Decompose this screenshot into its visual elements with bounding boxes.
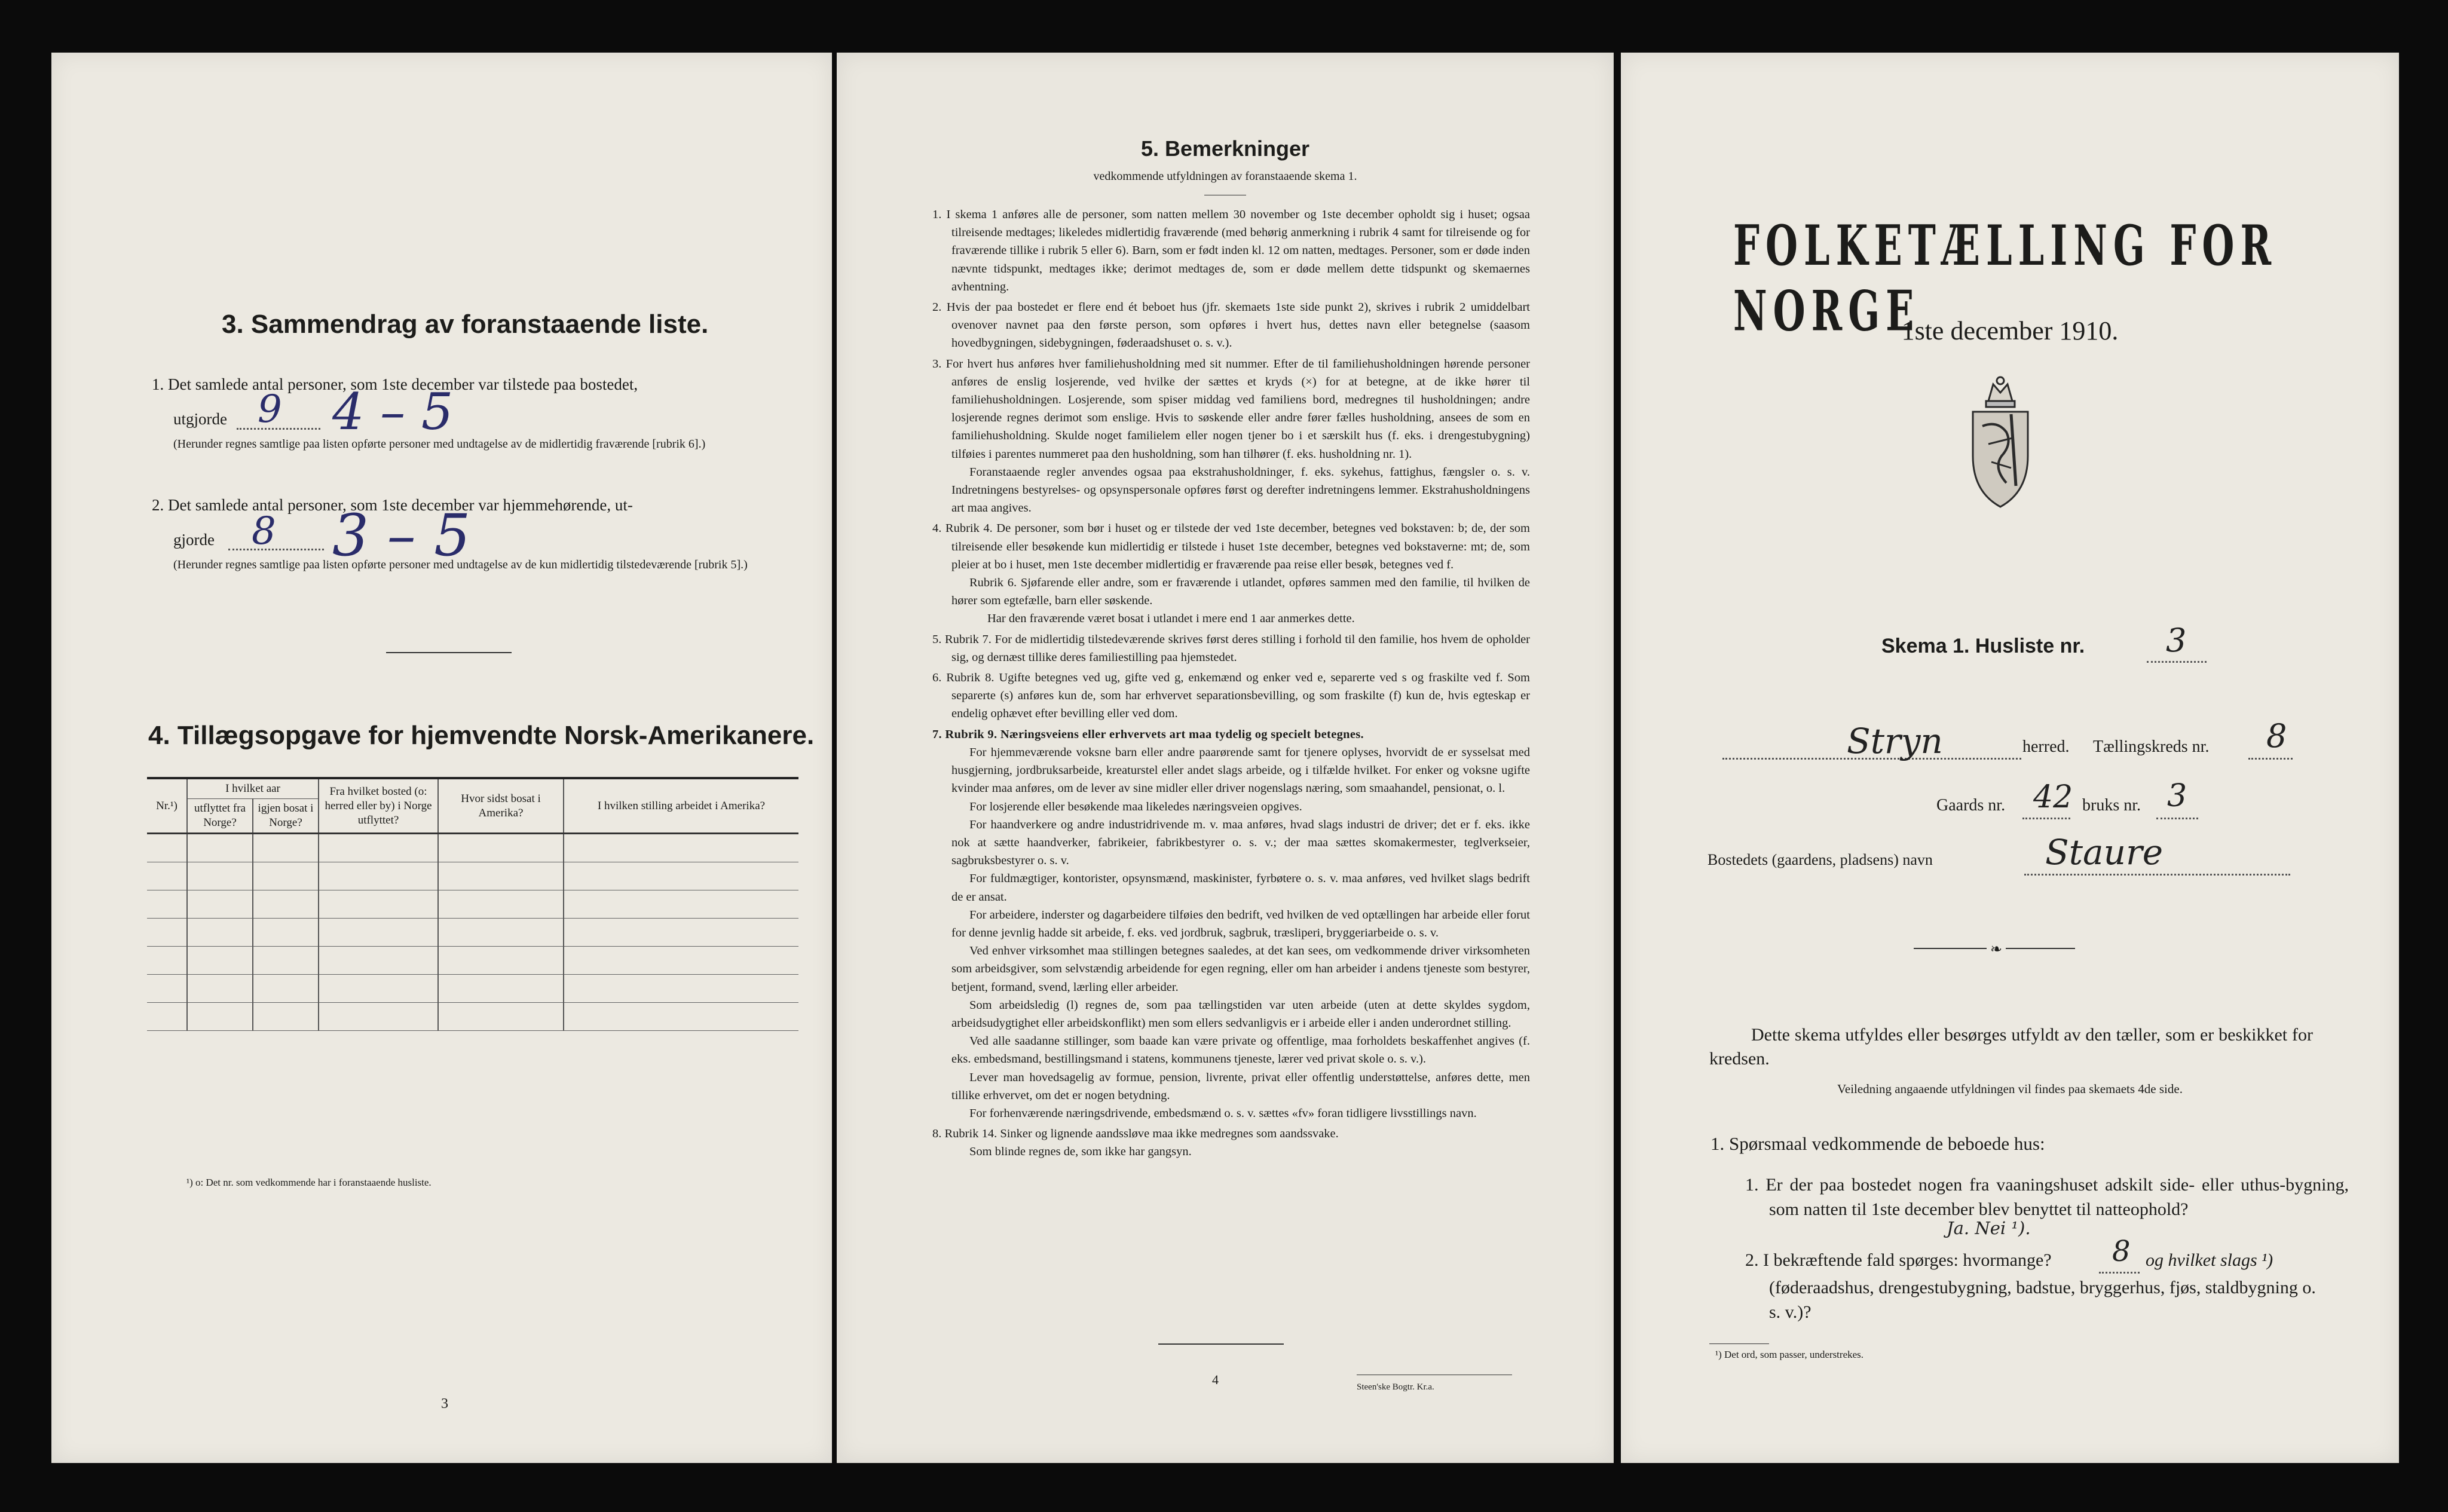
norsk-amerikanere-table [147, 777, 798, 1031]
present-count-handwritten: 9 [258, 387, 282, 431]
table-cell [187, 947, 253, 975]
section-4-title: 4. Tillægsopgave for hjemvendte Norsk-Amerikanere. [148, 721, 815, 750]
table-cell [187, 862, 253, 890]
table-cell [564, 1003, 798, 1031]
table-cell [147, 834, 187, 862]
remark-paragraph: For hjemmeværende voksne barn eller andre paarørende samt for tjenere oplyses, hvorvidt de er sysselsat med husgjerning, jordbruksarbeide, kreaturstel eller andet slags arbeide, og i tilfælde hvilket. For enker og voksne ugifte kvinder maa anføres, om de lever av sine midler eller driver nogenslags næring, som smaahandel, pensionat, o. l. [951, 745, 1530, 795]
table-row [147, 890, 798, 919]
dotted-line [2022, 818, 2070, 819]
col-header-hvor: Hvor sidst bosat i Amerika? [438, 778, 564, 834]
skema-label: Skema 1. Husliste nr. [1881, 635, 2085, 657]
dotted-line [2156, 818, 2198, 819]
gaards-number-handwritten: 42 [2033, 779, 2073, 815]
table-cell [147, 862, 187, 890]
table-row [147, 1003, 798, 1031]
remarks-subtitle: vedkommende utfyldningen av foranstaaende skema 1. [1093, 170, 1357, 183]
summary-item-1-text: 1. Det samlede antal personer, som 1ste december var tilstede paa bostedet, [152, 375, 638, 393]
question-2-count-handwritten: 8 [2112, 1235, 2131, 1268]
table-row [147, 947, 798, 975]
table-cell [319, 919, 438, 947]
remark-paragraph: For fuldmægtiger, kontorister, opsynsmænd, maskinister, fyrbøtere o. s. v. maa anføres, ved hvilket slags bedrift de er ansat. [951, 872, 1530, 904]
resident-extra-handwritten: 3 – 5 [332, 502, 471, 569]
remark-paragraph: 6. Rubrik 8. Ugifte betegnes ved ug, gifte ved g, enkemænd og enker ved e, separerte ved s og fraskilte ved f. Som separerte (s) anføres kun de, som har erhvervet separationsbevilling, og som fraskilte (f) kun de, hvis egteskap er endelig ophævet efter bevilling eller ved dom. [932, 671, 1530, 721]
footnote-rule [1709, 1343, 1769, 1344]
summary-item-1-note: (Herunder regnes samtlige paa listen opførte personer med undtagelse av de midlertidig fraværende [rubrik 6].) [173, 437, 706, 451]
table-cell [253, 947, 319, 975]
col-header-igjen: igjen bosat i Norge? [253, 799, 319, 834]
table-cell [187, 975, 253, 1003]
remark-paragraph: Ved enhver virksomhet maa stillingen betegnes saaledes, at det kan sees, om vedkommende driver virksomheten som arbeidsgiver, som selvstændig arbeidende for egen regning, eller om han arbeider i andens tjeneste som bestyrer, betjent, formand, svend, lærling eller arbeider. [951, 944, 1530, 994]
table-cell [319, 947, 438, 975]
table-cell [564, 862, 798, 890]
remarks-body [926, 206, 1530, 1161]
table-cell [253, 834, 319, 862]
remark-paragraph: 8. Rubrik 14. Sinker og lignende aandssløve maa ikke medregnes som aandssvake. [932, 1127, 1339, 1141]
page-footnote: ¹) Det ord, som passer, understrekes. [1715, 1349, 1864, 1360]
herred-label: herred. [2022, 737, 2070, 756]
bruks-label: bruks nr. [2082, 796, 2141, 815]
table-cell [253, 1003, 319, 1031]
table-row [147, 919, 798, 947]
bosted-label: Bostedets (gaardens, pladsens) navn [1708, 851, 1933, 868]
summary-item-2-text: 2. Det samlede antal personer, som 1ste december var hjemmehørende, ut- [152, 496, 633, 514]
present-extra-handwritten: 4 – 5 [332, 382, 454, 441]
table-cell [438, 1003, 564, 1031]
table-cell [187, 919, 253, 947]
table-row [147, 975, 798, 1003]
bruks-number-handwritten: 3 [2167, 778, 2187, 814]
remark-paragraph: Har den fraværende været bosat i utlandet i mere end 1 aar anmerkes dette. [987, 612, 1355, 626]
table-cell [187, 834, 253, 862]
remark-paragraph: For arbeidere, inderster og dagarbeidere tilføies den bedrift, ved hvilken de ved optællingen har arbeide eller forut for denne jevnlig hadde sit arbeide, f. eks. ved jordbruk, sagbruk, træsliperi, bryggeriarbeide o. s. v. [951, 908, 1530, 939]
table-cell [147, 1003, 187, 1031]
page-number: 4 [1212, 1372, 1219, 1387]
table-cell [438, 947, 564, 975]
printer-credit: Steen'ske Bogtr. Kr.a. [1357, 1382, 1434, 1392]
summary-item-1-label: utgjorde [173, 410, 227, 428]
section-3-title: 3. Sammendrag av foranstaaende liste. [222, 310, 709, 339]
table-cell [253, 975, 319, 1003]
table-cell [147, 919, 187, 947]
table-cell [564, 890, 798, 919]
kreds-number-handwritten: 8 [2266, 717, 2287, 755]
table-cell [187, 890, 253, 919]
table-cell [564, 919, 798, 947]
remark-paragraph: Rubrik 6. Sjøfarende eller andre, som er fraværende i utlandet, opføres sammen med den familie, til hvilken de hører som egtefælle, barn eller søskende. [951, 576, 1530, 608]
remark-paragraph: For forhenværende næringsdrivende, embedsmænd o. s. v. sættes «fv» foran tidligere livsstillings navn. [969, 1106, 1477, 1120]
remark-paragraph: For losjerende eller besøkende maa likeledes næringsveien opgives. [969, 800, 1302, 813]
table-cell [564, 947, 798, 975]
question-2-kind: og hvilket slags ¹) [2146, 1250, 2273, 1270]
table-cell [319, 1003, 438, 1031]
remark-paragraph: 1. I skema 1 anføres alle de personer, som natten mellem 30 november og 1ste december opholdt sig i huset; ogsaa tilreisende medtages; likeledes midlertidig fraværende (med behørig anmerkning i rubrik 4 samt for tilreisende og for fraværende tillike i rubrik 5 eller 6). Barn, som er født inden kl. 12 om natten, medtages. Personer, som er døde inden nævnte tidspunkt, medtages ikke; derimot medtages de, som er døde mellem dette tidspunkt og skemaernes avhentning. [932, 208, 1530, 293]
table-cell [253, 919, 319, 947]
page-number: 3 [441, 1396, 448, 1412]
dotted-line [2024, 874, 2290, 876]
dotted-line [2248, 758, 2293, 760]
col-header-fra: Fra hvilket bosted (o: herred eller by) i Norge utflyttet? [319, 778, 438, 834]
col-header-nr: Nr.¹) [147, 778, 187, 834]
summary-item-2-label: gjorde [173, 531, 215, 549]
guidance-note: Veiledning angaaende utfyldningen vil findes paa skemaets 4de side. [1837, 1082, 2183, 1096]
col-header-utflyttet: utflyttet fra Norge? [187, 799, 253, 834]
summary-item-2-note: (Herunder regnes samtlige paa listen opførte personer med undtagelse av de kun midlertidig tilstedeværende [rubrik 5].) [173, 558, 748, 571]
page-4-remarks [837, 53, 1614, 1463]
kreds-label: Tællingskreds nr. [2093, 737, 2210, 756]
table-cell [147, 975, 187, 1003]
table-cell [319, 862, 438, 890]
table-cell [147, 890, 187, 919]
table-cell [319, 834, 438, 862]
page-1-cover [1621, 53, 2399, 1463]
census-date: 1ste december 1910. [1901, 316, 2119, 345]
resident-count-handwritten: 8 [252, 509, 276, 553]
remark-paragraph: Som blinde regnes de, som ikke har gangsyn. [969, 1145, 1192, 1159]
table-cell [438, 862, 564, 890]
remarks-title: 5. Bemerkninger [1140, 136, 1310, 161]
remark-paragraph: Som arbeidsledig (l) regnes de, som paa tællingstiden var uten arbeide (uten at dette skyldes sygdom, arbeidsudygtighet eller arbeidskonflikt) men som ellers sedvanligvis er i arbeide eller i anden underordnet stilling. [951, 998, 1530, 1030]
page-3-summary [51, 53, 832, 1463]
question-1: 1. Er der paa bostedet nogen fra vaaningshuset adskilt side- eller uthus-bygning, som natten til 1ste december blev benyttet til natteophold? [1745, 1175, 2349, 1219]
gaards-label: Gaards nr. [1936, 796, 2006, 815]
question-2-start: 2. I bekræftende fald spørges: hvormange? [1745, 1250, 2052, 1270]
table-row [147, 862, 798, 890]
table-cell [564, 975, 798, 1003]
census-title: FOLKETÆLLING FOR NORGE [1733, 213, 2277, 344]
remark-paragraph: 5. Rubrik 7. For de midlertidig tilstedeværende skrives først deres stilling i forhold til den familie, hos hvem de opholder sig, og dernæst tillike deres familiestilling paa hjemstedet. [932, 632, 1530, 664]
questions-title: 1. Spørsmaal vedkommende de beboede hus: [1710, 1133, 2045, 1154]
table-cell [438, 919, 564, 947]
remark-paragraph: Lever man hovedsagelig av formue, pension, livrente, privat eller offentlig understøttelse, anføres dette, men tillike erhvervet, om det er nogen betydning. [951, 1070, 1530, 1102]
question-2-examples: (føderaadshus, drengestubygning, badstue, bryggerhus, fjøs, staldbygning o. s. v.)? [1769, 1278, 2316, 1322]
table-cell [147, 947, 187, 975]
col-header-stilling: I hvilken stilling arbeidet i Amerika? [564, 778, 798, 834]
section-divider [386, 652, 512, 653]
table-cell [438, 834, 564, 862]
table-cell [319, 975, 438, 1003]
table-cell [438, 890, 564, 919]
table-row [147, 834, 798, 862]
remark-paragraph: 4. Rubrik 4. De personer, som bør i huset og er tilstede der ved 1ste december, betegnes ved bokstaven: b; de, der som tilreisende eller besøkende kun midlertidig er tilstede i huset 1ste december, betegnes ved bokstaverne: mt; de, som pleier at bo i huset, men 1ste december midlertidig er fraværende paa reise eller besøk, betegnes ved f. [932, 522, 1530, 571]
table-cell [564, 834, 798, 862]
footer-rule [1158, 1343, 1284, 1345]
husliste-number-handwritten: 3 [2166, 622, 2187, 659]
bosted-handwritten: Staure [2045, 832, 2164, 873]
question-1-answer: Ja. Nei ¹). [1947, 1218, 2031, 1238]
table-footnote: ¹) o: Det nr. som vedkommende har i foranstaaende husliste. [186, 1177, 432, 1188]
dotted-line [228, 549, 324, 550]
table-cell [319, 890, 438, 919]
table-cell [253, 862, 319, 890]
remark-paragraph: Foranstaaende regler anvendes ogsaa paa ekstrahusholdninger, f. eks. sykehus, fattighus, fængsler o. s. v. Indretningens bestyrelses- og opsynspersonale opføres først og derefter indretningens lemmer. Ekstrahusholdningens art maa angives. [951, 465, 1530, 515]
remark-paragraph: For haandverkere og andre industridrivende m. v. maa anføres, hvad slags industri de driver; det er f. eks. ikke nok at sætte haandverker, fabrikeier, fabrikbestyrer o. s. v.; der maa sættes skomakermester, teglverkseier, sagbruksbestyrer o. s. v. [951, 818, 1530, 868]
col-header-group: I hvilket aar [187, 778, 319, 799]
remark-paragraph: Ved alle saadanne stillinger, som baade kan være private og offentlige, maa forholdets beskaffenhet angives (f. eks. embedsmand, bestillingsmand i statens, kommunens tjeneste, lærer ved privat skole o. s. v.). [951, 1034, 1530, 1066]
table-cell [253, 890, 319, 919]
table-cell [187, 1003, 253, 1031]
remark-paragraph: 2. Hvis der paa bostedet er flere end ét beboet hus (jfr. skemaets 1ste side punkt 2), skrives i rubrik 2 umiddelbart ovenover navnet paa den første person, som opføres i hvert hus, dettes navn eller betegnelse (saasom hovedbygningen, sidebygningen, føderaadshuset o. s. v.). [932, 301, 1530, 350]
remark-paragraph: 3. For hvert hus anføres hver familiehusholdning med sit nummer. Efter de til familiehusholdningen hørende personer anføres de enslig losjerende, ved hvilke der sættes et kryds (×) for at betegne, at de ikke hører til familiehusholdningen. Losjerende, som spiser middag ved familiens bord, medregnes til husholdningen; andre losjerende regnes derimot som enslige. Hvis to søskende eller andre fører fælles husholdning, ansees de som en familiehusholdning. Skulde noget familielem eller nogen tjener bo i et særskilt hus (f. eks. i drengestubygning) tilføies i parentes nummeret paa den husholdning, som han tilhører (f. eks. husholdning nr. 1). [932, 357, 1530, 461]
dotted-line [2147, 661, 2207, 663]
table-cell [438, 975, 564, 1003]
herred-handwritten: Stryn [1847, 721, 1943, 761]
coat-of-arms-icon [1964, 372, 2036, 513]
dotted-line [2099, 1272, 2140, 1274]
fill-instruction: Dette skema utfyldes eller besørges utfyldt av den tæller, som er beskikket for kredsen. [1709, 1025, 2313, 1069]
remark-paragraph: 7. Rubrik 9. Næringsveiens eller erhvervets art maa tydelig og specielt betegnes. [932, 727, 1364, 741]
ornament-icon: ❧ [1987, 941, 2006, 958]
